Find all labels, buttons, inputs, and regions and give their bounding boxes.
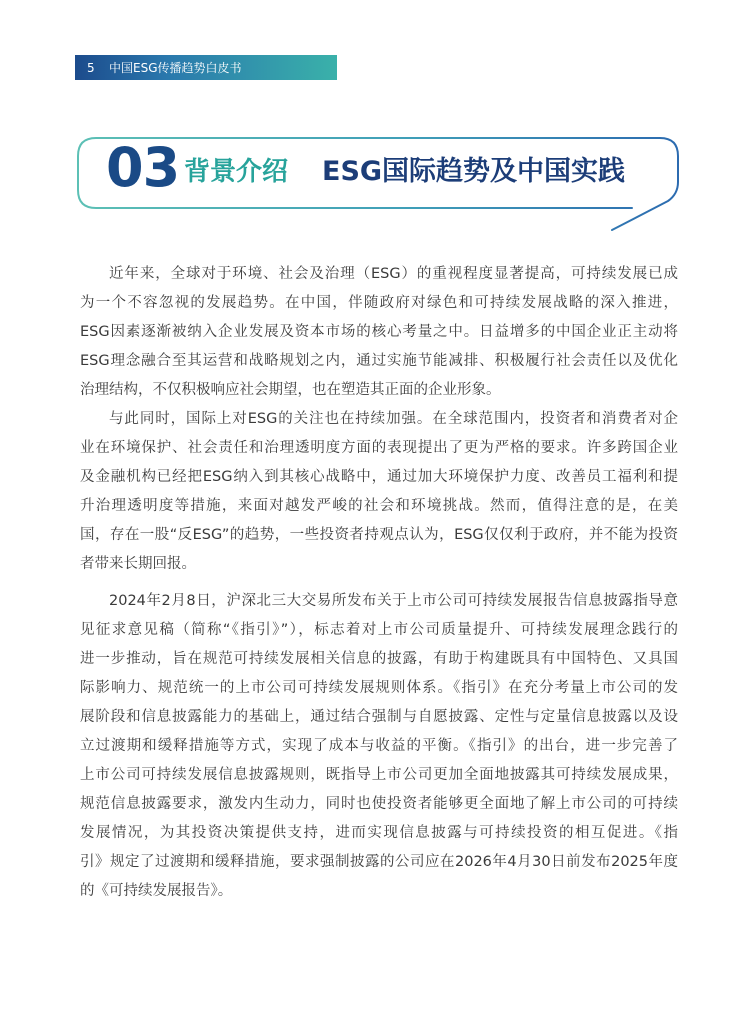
section-number: 03: [106, 136, 180, 199]
paragraph-3: [80, 587, 678, 906]
page-number: 5: [87, 60, 95, 75]
paragraph-line: 发展情况，为其投资决策提供支持，进而实现信息披露与可持续投资的相互促进。《指: [80, 825, 678, 841]
paragraph-line: 者带来长期回报。: [80, 556, 196, 572]
paragraph-line: 为一个不容忽视的发展趋势。在中国，伴随政府对绿色和可持续发展战略的深入推进，: [80, 295, 678, 311]
document-title: 中国ESG传播趋势白皮书: [109, 61, 242, 75]
paragraph-line: ESG理念融合至其运营和战略规划之内，通过实施节能减排、积极履行社会责任以及优化: [80, 353, 678, 369]
paragraph-line: 立过渡期和缓释措施等方式，实现了成本与收益的平衡。《指引》的出台，进一步完善了: [80, 738, 678, 754]
paragraph-line: 近年来，全球对于环境、社会及治理（ESG）的重视程度显著提高，可持续发展已成: [109, 266, 678, 282]
paragraph-line: 上市公司可持续发展信息披露规则，既指导上市公司更加全面地披露其可持续发展成果，: [80, 767, 678, 783]
paragraph-line: 与此同时，国际上对ESG的关注也在持续加强。在全球范围内，投资者和消费者对企: [109, 411, 678, 427]
paragraph-line: 的《可持续发展报告》。: [80, 883, 233, 899]
paragraph-line: 及金融机构已经把ESG纳入到其核心战略中，通过加大环境保护力度、改善员工福利和提: [80, 469, 678, 485]
paragraph-line: 规范信息披露要求，激发内生动力，同时也使投资者能够更全面地了解上市公司的可持续: [80, 796, 678, 812]
paragraph-1: [80, 260, 678, 405]
paragraph-line: 业在环境保护、社会责任和治理透明度方面的表现提出了更为严格的要求。许多跨国企业: [80, 440, 678, 456]
paragraph-line: 升治理透明度等措施，来面对越发严峻的社会和环境挑战。然而，值得注意的是，在美: [80, 498, 678, 514]
paragraph-line: ESG因素逐渐被纳入企业发展及资本市场的核心考量之中。日益增多的中国企业正主动将: [80, 324, 678, 340]
paragraph-line: 引》规定了过渡期和缓释措施，要求强制披露的公司应在2026年4月30日前发布2025年度: [80, 854, 678, 870]
paragraph-2: [80, 405, 678, 579]
paragraph-line: 国，存在一股“反ESG”的趋势，一些投资者持观点认为，ESG仅仅利于政府，并不能为投资: [80, 527, 678, 543]
section-label: 背景介绍: [184, 157, 289, 187]
body-text: [80, 260, 678, 906]
paragraph-line: 展阶段和信息披露能力的基础上，通过结合强制与自愿披露、定性与定量信息披露以及设: [80, 709, 678, 725]
paragraph-line: 际影响力、规范统一的上市公司可持续发展规则体系。《指引》在充分考量上市公司的发: [80, 680, 678, 696]
paragraph-line: 见征求意见稿（简称“《指引》”），标志着对上市公司质量提升、可持续发展理念践行的: [80, 622, 678, 638]
paragraph-line: 2024年2月8日，沪深北三大交易所发布关于上市公司可持续发展报告信息披露指导意: [109, 593, 678, 609]
paragraph-line: 进一步推动，旨在规范可持续发展相关信息的披露，有助于构建既具有中国特色、又具国: [80, 651, 678, 667]
paragraph-line: 治理结构，不仅积极响应社会期望，也在塑造其正面的企业形象。: [80, 382, 501, 398]
section-title: ESG国际趋势及中国实践: [322, 156, 626, 187]
section-title-frame: [0, 0, 755, 260]
